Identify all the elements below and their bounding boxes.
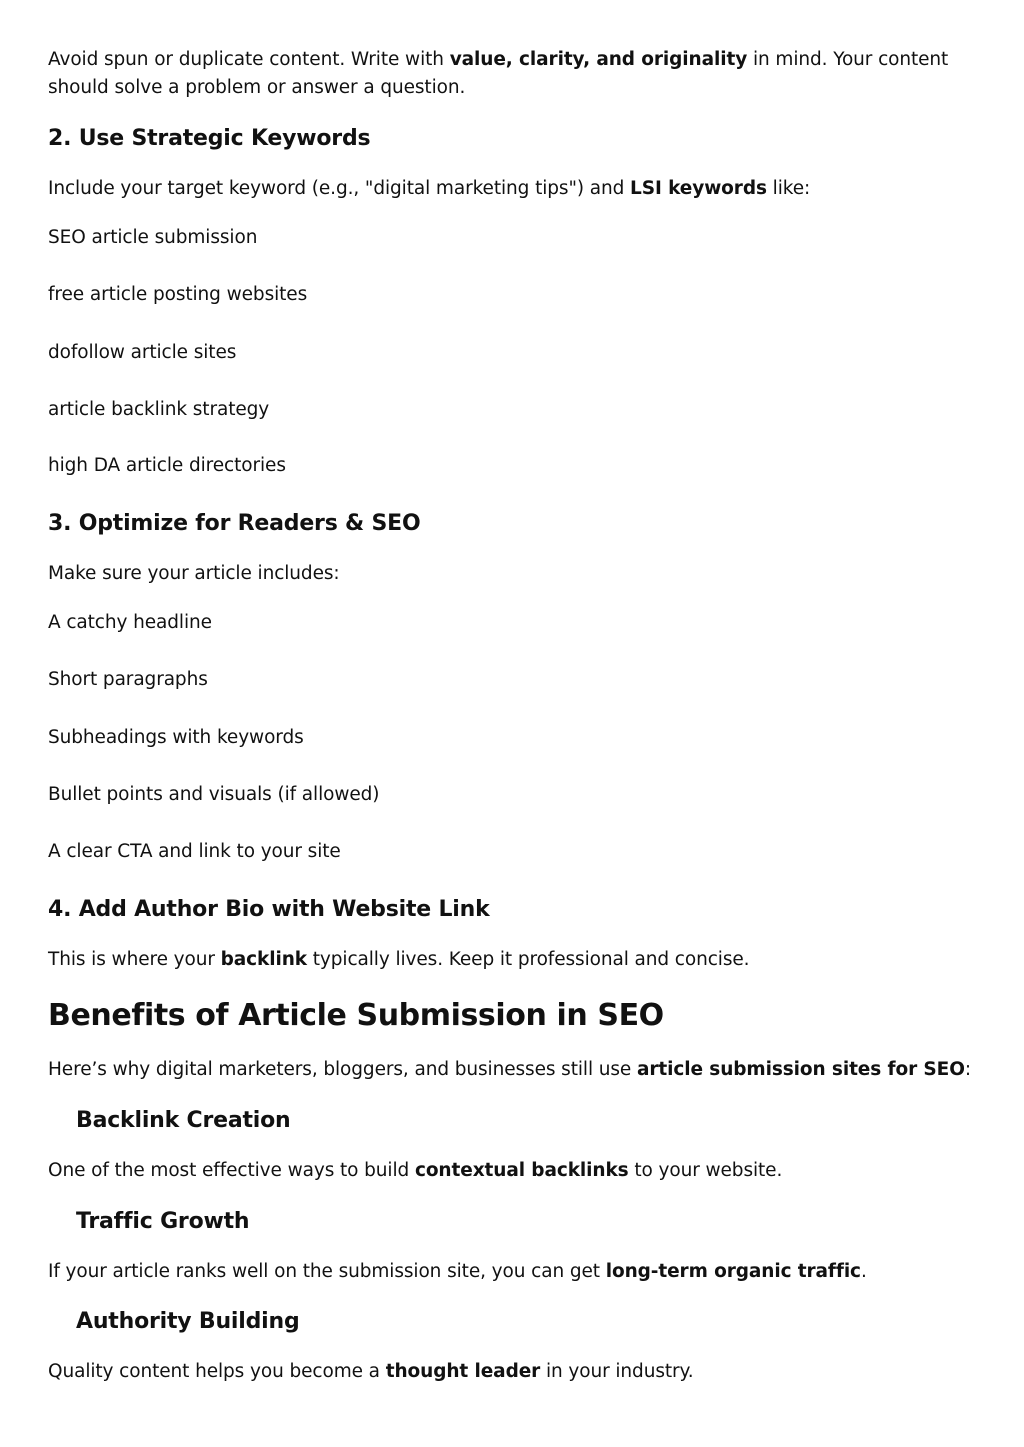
keyword-item: high DA article directories	[48, 455, 286, 476]
checklist-item: A catchy headline	[48, 612, 212, 633]
benefits-heading: Benefits of Article Submission in SEO	[48, 998, 664, 1033]
traffic-growth-heading: Traffic Growth	[76, 1209, 250, 1234]
backlink-creation-paragraph: One of the most effective ways to build contextual backlinks to your website.	[48, 1160, 783, 1181]
keyword-item: article backlink strategy	[48, 399, 270, 420]
section2-heading: 2. Use Strategic Keywords	[48, 126, 371, 151]
section3-intro: Make sure your article includes:	[48, 563, 340, 584]
traffic-growth-paragraph: If your article ranks well on the submission site, you can get long-term organic traffic.	[48, 1261, 867, 1282]
section4-paragraph: This is where your backlink typically lives. Keep it professional and concise.	[48, 949, 750, 970]
section4-heading: 4. Add Author Bio with Website Link	[48, 897, 490, 922]
intro-bold: value, clarity, and originality	[449, 49, 748, 70]
section2-intro: Include your target keyword (e.g., "digital marketing tips") and LSI keywords like:	[48, 178, 811, 199]
section3-heading: 3. Optimize for Readers & SEO	[48, 511, 421, 536]
authority-building-heading: Authority Building	[76, 1309, 300, 1334]
authority-building-paragraph: Quality content helps you become a thought leader in your industry.	[48, 1361, 694, 1382]
keyword-item: free article posting websites	[48, 284, 308, 305]
keyword-item: SEO article submission	[48, 227, 258, 248]
backlink-creation-heading: Backlink Creation	[76, 1108, 291, 1133]
keyword-item: dofollow article sites	[48, 342, 237, 363]
checklist-item: Bullet points and visuals (if allowed)	[48, 784, 380, 805]
benefits-intro: Here’s why digital marketers, bloggers, and businesses still use article submission sites for SEO:	[48, 1059, 971, 1080]
checklist-item: A clear CTA and link to your site	[48, 841, 341, 862]
intro-paragraph: Avoid spun or duplicate content. Write with value, clarity, and originality in mind. Your content should solve a problem or answer a question.	[48, 49, 949, 98]
checklist-item: Short paragraphs	[48, 669, 208, 690]
checklist-item: Subheadings with keywords	[48, 727, 304, 748]
